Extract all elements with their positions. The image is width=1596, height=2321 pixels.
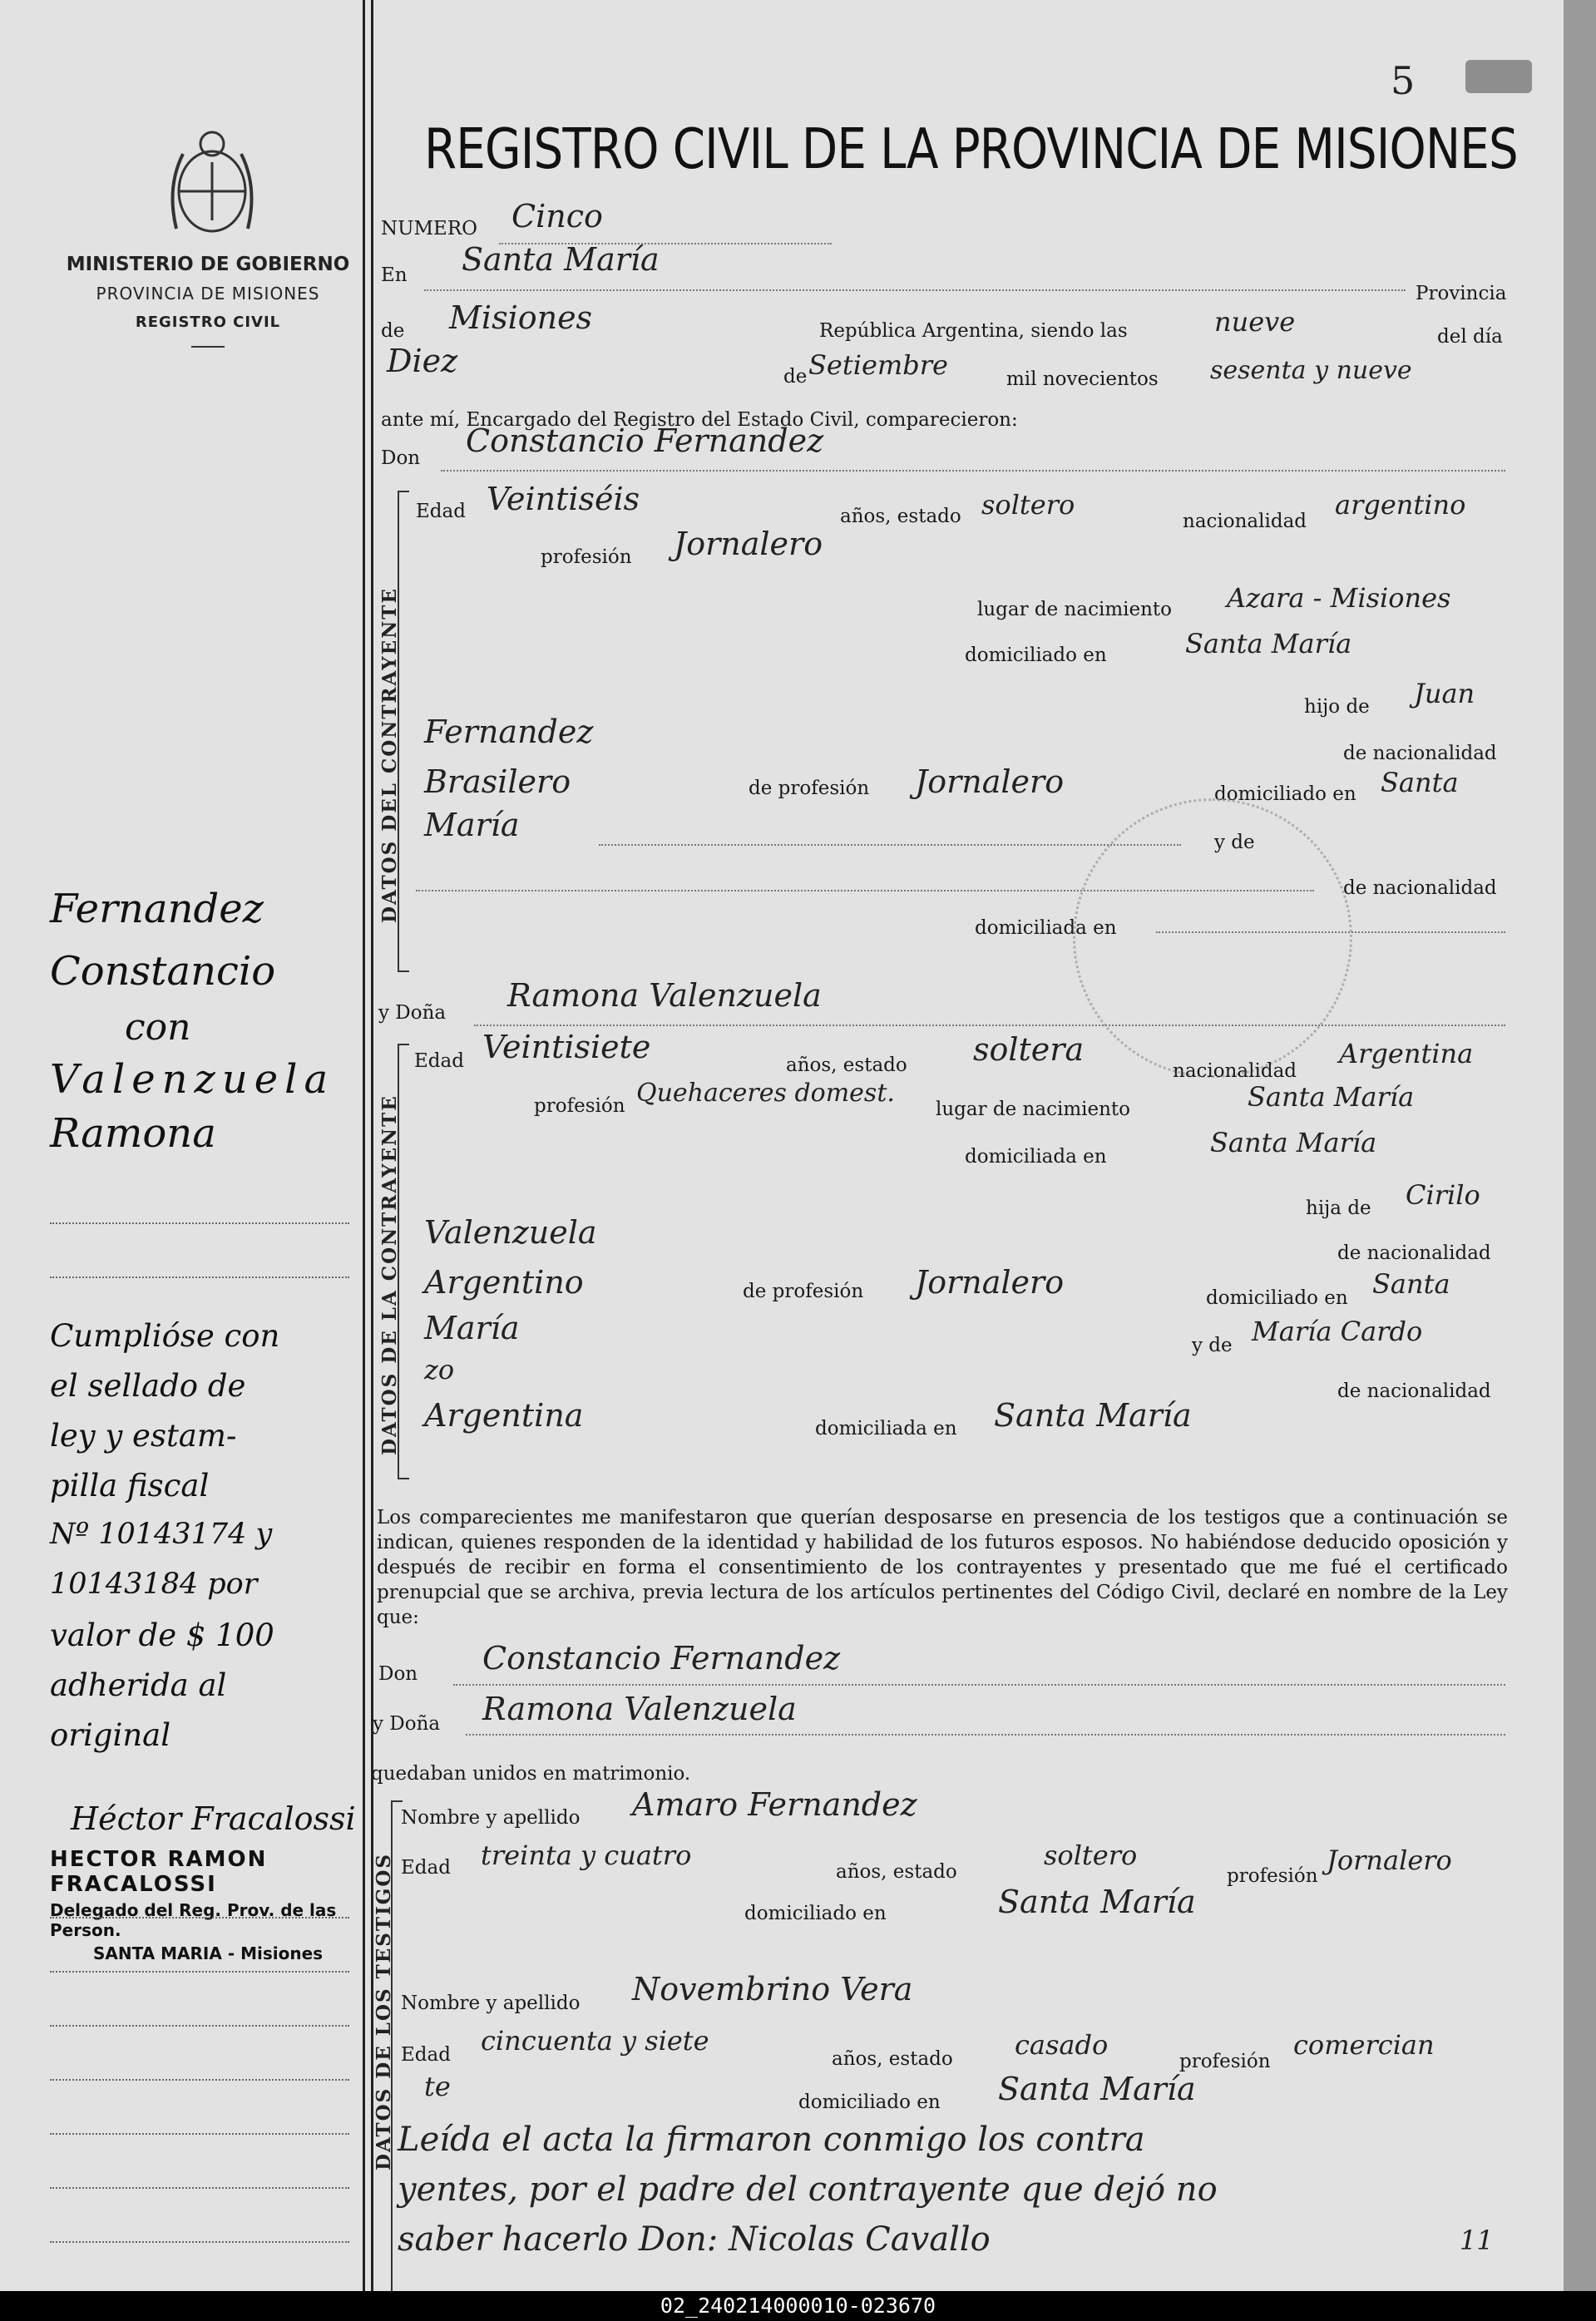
fill-padre-ella-dom-2: María [424,1310,520,1346]
margin-name-5: Ramona [50,1110,216,1157]
stamp-note-line-5: Nº 10143174 y [50,1518,273,1551]
fill-line [424,289,1406,291]
closing-line-2: yentes, por el padre del contrayente que dejó no [398,2170,1218,2209]
fill-nac-ella: Argentina [1339,1038,1474,1069]
margin-name-1: Fernandez [50,886,264,932]
ministry-line-1: MINISTERIO DE GOBIERNO [66,254,350,275]
fill-madre-ella-dom: Santa María [994,1397,1192,1434]
fill-dia: Diez [387,343,458,379]
faded-seal [1073,798,1352,1078]
fill-dom-ella: Santa María [1210,1127,1377,1158]
fill-nac-el: argentino [1335,489,1466,521]
label-nombre-apellido: Nombre y apellido [401,1807,581,1829]
margin-rule [50,2079,349,2081]
label-edad-2: Edad [414,1050,464,1072]
margin-rule [50,1277,349,1278]
label-ante-mi: ante mí, Encargado del Registro del Estado Civil, comparecieron: [381,409,1018,431]
margin-rule [50,1971,349,1973]
fill-padre-ella-dom-1: Santa [1372,1268,1450,1300]
fill-t1-edad: treinta y cuatro [481,1840,692,1871]
fill-padre-el-1: Juan [1414,678,1475,709]
section-label-contrayenta: DATOS DE LA CONTRAYENTE [378,1094,401,1455]
margin-rule [50,1222,349,1224]
fill-t2-dom: Santa María [998,2071,1196,2107]
fill-madre-ella-2: zo [424,1354,455,1385]
ministry-line-3: REGISTRO CIVIL [135,314,281,331]
fill-provincia: Misiones [449,299,593,336]
ministry-divider [191,346,225,348]
label-anos-estado-4: años, estado [832,2048,953,2070]
label-anos-estado: años, estado [840,506,961,527]
fill-t1-nombre: Amaro Fernandez [632,1786,917,1823]
fill-line [599,844,1181,846]
fill-estado-ella: soltera [973,1031,1085,1068]
label-de-mes: de [783,366,808,388]
stamp-note-line-8: adherida al [50,1667,227,1703]
fill-edad-el: Veintiséis [487,481,640,517]
image-id-footer: 02_240214000010-023670 [0,2291,1596,2321]
label-y-dona-2: y Doña [373,1713,441,1735]
fill-padre-ella-prof: Jornalero [915,1264,1065,1301]
fill-t2-nombre: Novembrino Vera [632,1971,913,2007]
label-domiciliado-en-5: domiciliado en [798,2091,941,2113]
fill-t2-edad: cincuenta y siete [481,2025,709,2057]
fill-decl-don: Constancio Fernandez [482,1640,841,1677]
fill-line [453,1684,1505,1686]
label-domiciliado-en: domiciliado en [965,644,1107,666]
fill-padre-ella-1: Cirilo [1406,1179,1480,1211]
fill-t2-estado: casado [1015,2029,1109,2061]
label-lugar-nac-2: lugar de nacimiento [936,1099,1130,1120]
label-domiciliado-en-3: domiciliado en [1206,1287,1348,1309]
label-hijo-de: hijo de [1304,696,1370,718]
label-de-nacionalidad: de nacionalidad [1343,743,1497,764]
fill-t1-dom: Santa María [998,1884,1196,1920]
label-profesion-4: profesión [1179,2051,1271,2072]
section-label-contrayente: DATOS DEL CONTRAYENTE [378,587,401,923]
page-number: 5 [1391,58,1416,103]
closing-line-3: saber hacerlo Don: Nicolas Cavallo [398,2220,991,2259]
fill-mes: Setiembre [808,349,948,381]
label-del-dia: del día [1437,326,1503,348]
label-de-profesion: de profesión [749,778,870,799]
section-label-testigos: DATOS DE LOS TESTIGOS [373,1852,395,2170]
label-profesion: profesión [541,546,632,568]
official-role: Delegado del Reg. Prov. de las Person. [50,1900,337,1940]
label-domiciliado-en-4: domiciliado en [744,1903,887,1924]
margin-rule [50,2187,349,2189]
fill-don: Constancio Fernandez [466,422,824,459]
fill-dona: Ramona Valenzuela [507,977,822,1014]
label-nombre-apellido-2: Nombre y apellido [401,1993,581,2014]
label-anos-estado-3: años, estado [836,1861,957,1883]
label-republica: República Argentina, siendo las [819,320,1128,342]
official-place: SANTA MARIA - Misiones [93,1943,324,1963]
fill-edad-ella: Veintisiete [482,1029,651,1065]
fill-t1-prof: Jornalero [1327,1844,1452,1876]
official-name: HECTOR RAMON FRACALOSSI [50,1847,268,1897]
declaration-paragraph: Los comparecientes me manifestaron que querían desposarse en presencia de los testigos que a continuación se indican, quienes responden de la identidad y habilidad de los futuros esposos. No habiéndose deducido oposición y después de recibir en forma el consentimiento de los contrayentes y presentado que me fué el certificado prenupcial que se archiva, previa lectura de los artículos pertinentes del Código Civil, declaré en nombre de la Ley que: [377,1507,1508,1628]
stamp-note-line-7: valor de $ 100 [50,1617,274,1653]
margin-rule [50,2241,349,2243]
label-de-nacionalidad-3: de nacionalidad [1337,1242,1491,1264]
fill-anio: sesenta y nueve [1210,356,1412,385]
label-don: Don [381,447,421,469]
label-domiciliado-en-2: domiciliado en [1214,783,1356,805]
label-nacionalidad: nacionalidad [1183,511,1307,532]
fill-estado-el: soltero [981,489,1075,521]
label-domiciliada-en-3: domiciliada en [815,1418,957,1440]
stamp-note-line-2: el sellado de [50,1368,246,1404]
label-de-nacionalidad-2: de nacionalidad [1343,877,1497,899]
fill-t2-prof-1: comercian [1293,2029,1435,2061]
margin-name-4: Valenzuela [50,1056,335,1103]
label-profesion-3: profesión [1227,1865,1318,1887]
label-edad-3: Edad [401,1857,451,1879]
margin-rule [50,2025,349,2027]
label-quedaban: quedaban unidos en matrimonio. [371,1763,691,1785]
ministry-line-2: PROVINCIA DE MISIONES [96,284,320,304]
fill-en: Santa María [462,241,660,278]
stamp-note-line-6: 10143184 por [50,1568,258,1601]
page-number-smudge [1465,60,1532,93]
label-edad-4: Edad [401,2044,451,2066]
margin-column [0,0,366,2291]
fill-numero: Cinco [511,198,603,235]
fill-t2-prof-2: te [424,2071,451,2102]
fill-line [441,470,1505,472]
fill-t1-estado: soltero [1044,1840,1138,1871]
fill-padre-ella-nac: Argentino [424,1264,584,1301]
label-provincia: Provincia [1416,283,1507,304]
label-domiciliada-en-2: domiciliada en [965,1146,1107,1168]
fill-padre-nac: Brasilero [424,763,571,800]
fill-padre-dom-2: María [424,807,520,843]
fill-dom-el: Santa María [1185,628,1352,659]
label-anos-estado-2: años, estado [786,1054,907,1076]
page-title: REGISTRO CIVIL DE LA PROVINCIA DE MISIONES [424,116,1518,181]
label-domiciliada-en: domiciliada en [975,917,1117,939]
fill-line [466,1734,1505,1736]
fill-prof-ella: Quehaceres domest. [636,1079,895,1108]
fill-line [474,1025,1505,1026]
fill-lugar-el: Azara - Misiones [1227,582,1451,614]
label-de-profesion-2: de profesión [743,1281,864,1302]
page-edge [1564,0,1596,2295]
closing-number: 11 [1460,2225,1494,2256]
official-stamp [50,1800,366,1963]
margin-name-3: con [125,1006,191,1049]
label-hija-de: hija de [1306,1198,1371,1219]
fill-padre-dom-1: Santa [1381,767,1459,798]
fill-padre-ella-2: Valenzuela [424,1214,597,1251]
margin-name-2: Constancio [50,948,276,995]
fill-madre-ella-nac: Argentina [424,1397,584,1434]
fill-madre-ella-1: María Cardo [1252,1316,1423,1347]
label-y-dona: y Doña [378,1002,447,1024]
label-edad: Edad [416,501,466,522]
fill-padre-el-2: Fernandez [424,714,594,750]
fill-hora: nueve [1214,306,1296,338]
fill-lugar-ella: Santa María [1248,1081,1415,1113]
label-lugar-nac: lugar de nacimiento [977,599,1172,620]
fill-decl-dona: Ramona Valenzuela [482,1691,797,1727]
stamp-note-line-9: original [50,1717,171,1753]
stamp-note-line-3: ley y estam- [50,1418,237,1454]
margin-rule [50,2133,349,2135]
label-de: de [381,320,405,342]
label-numero: NUMERO [381,218,478,240]
label-nacionalidad-2: nacionalidad [1173,1060,1297,1082]
coat-of-arms-icon [158,121,266,245]
stamp-note-line-1: Cumplióse con [50,1318,280,1354]
closing-line-1: Leída el acta la firmaron conmigo los contra [398,2121,1145,2159]
column-rule [363,0,365,2291]
fill-padre-prof: Jornalero [915,763,1065,800]
label-profesion-2: profesión [534,1095,625,1117]
label-y-de-2: y de [1192,1335,1233,1356]
label-mil: mil novecientos [1006,368,1159,390]
margin-rule [50,1917,349,1919]
label-de-nacionalidad-4: de nacionalidad [1337,1380,1491,1402]
label-en: En [381,264,408,286]
ministry-header [50,254,366,348]
official-signature: Héctor Fracalossi [71,1800,356,1837]
label-don-2: Don [378,1663,418,1685]
stamp-note-line-4: pilla fiscal [50,1468,210,1504]
fill-prof-el: Jornalero [674,526,823,562]
label-y-de: y de [1214,832,1255,853]
